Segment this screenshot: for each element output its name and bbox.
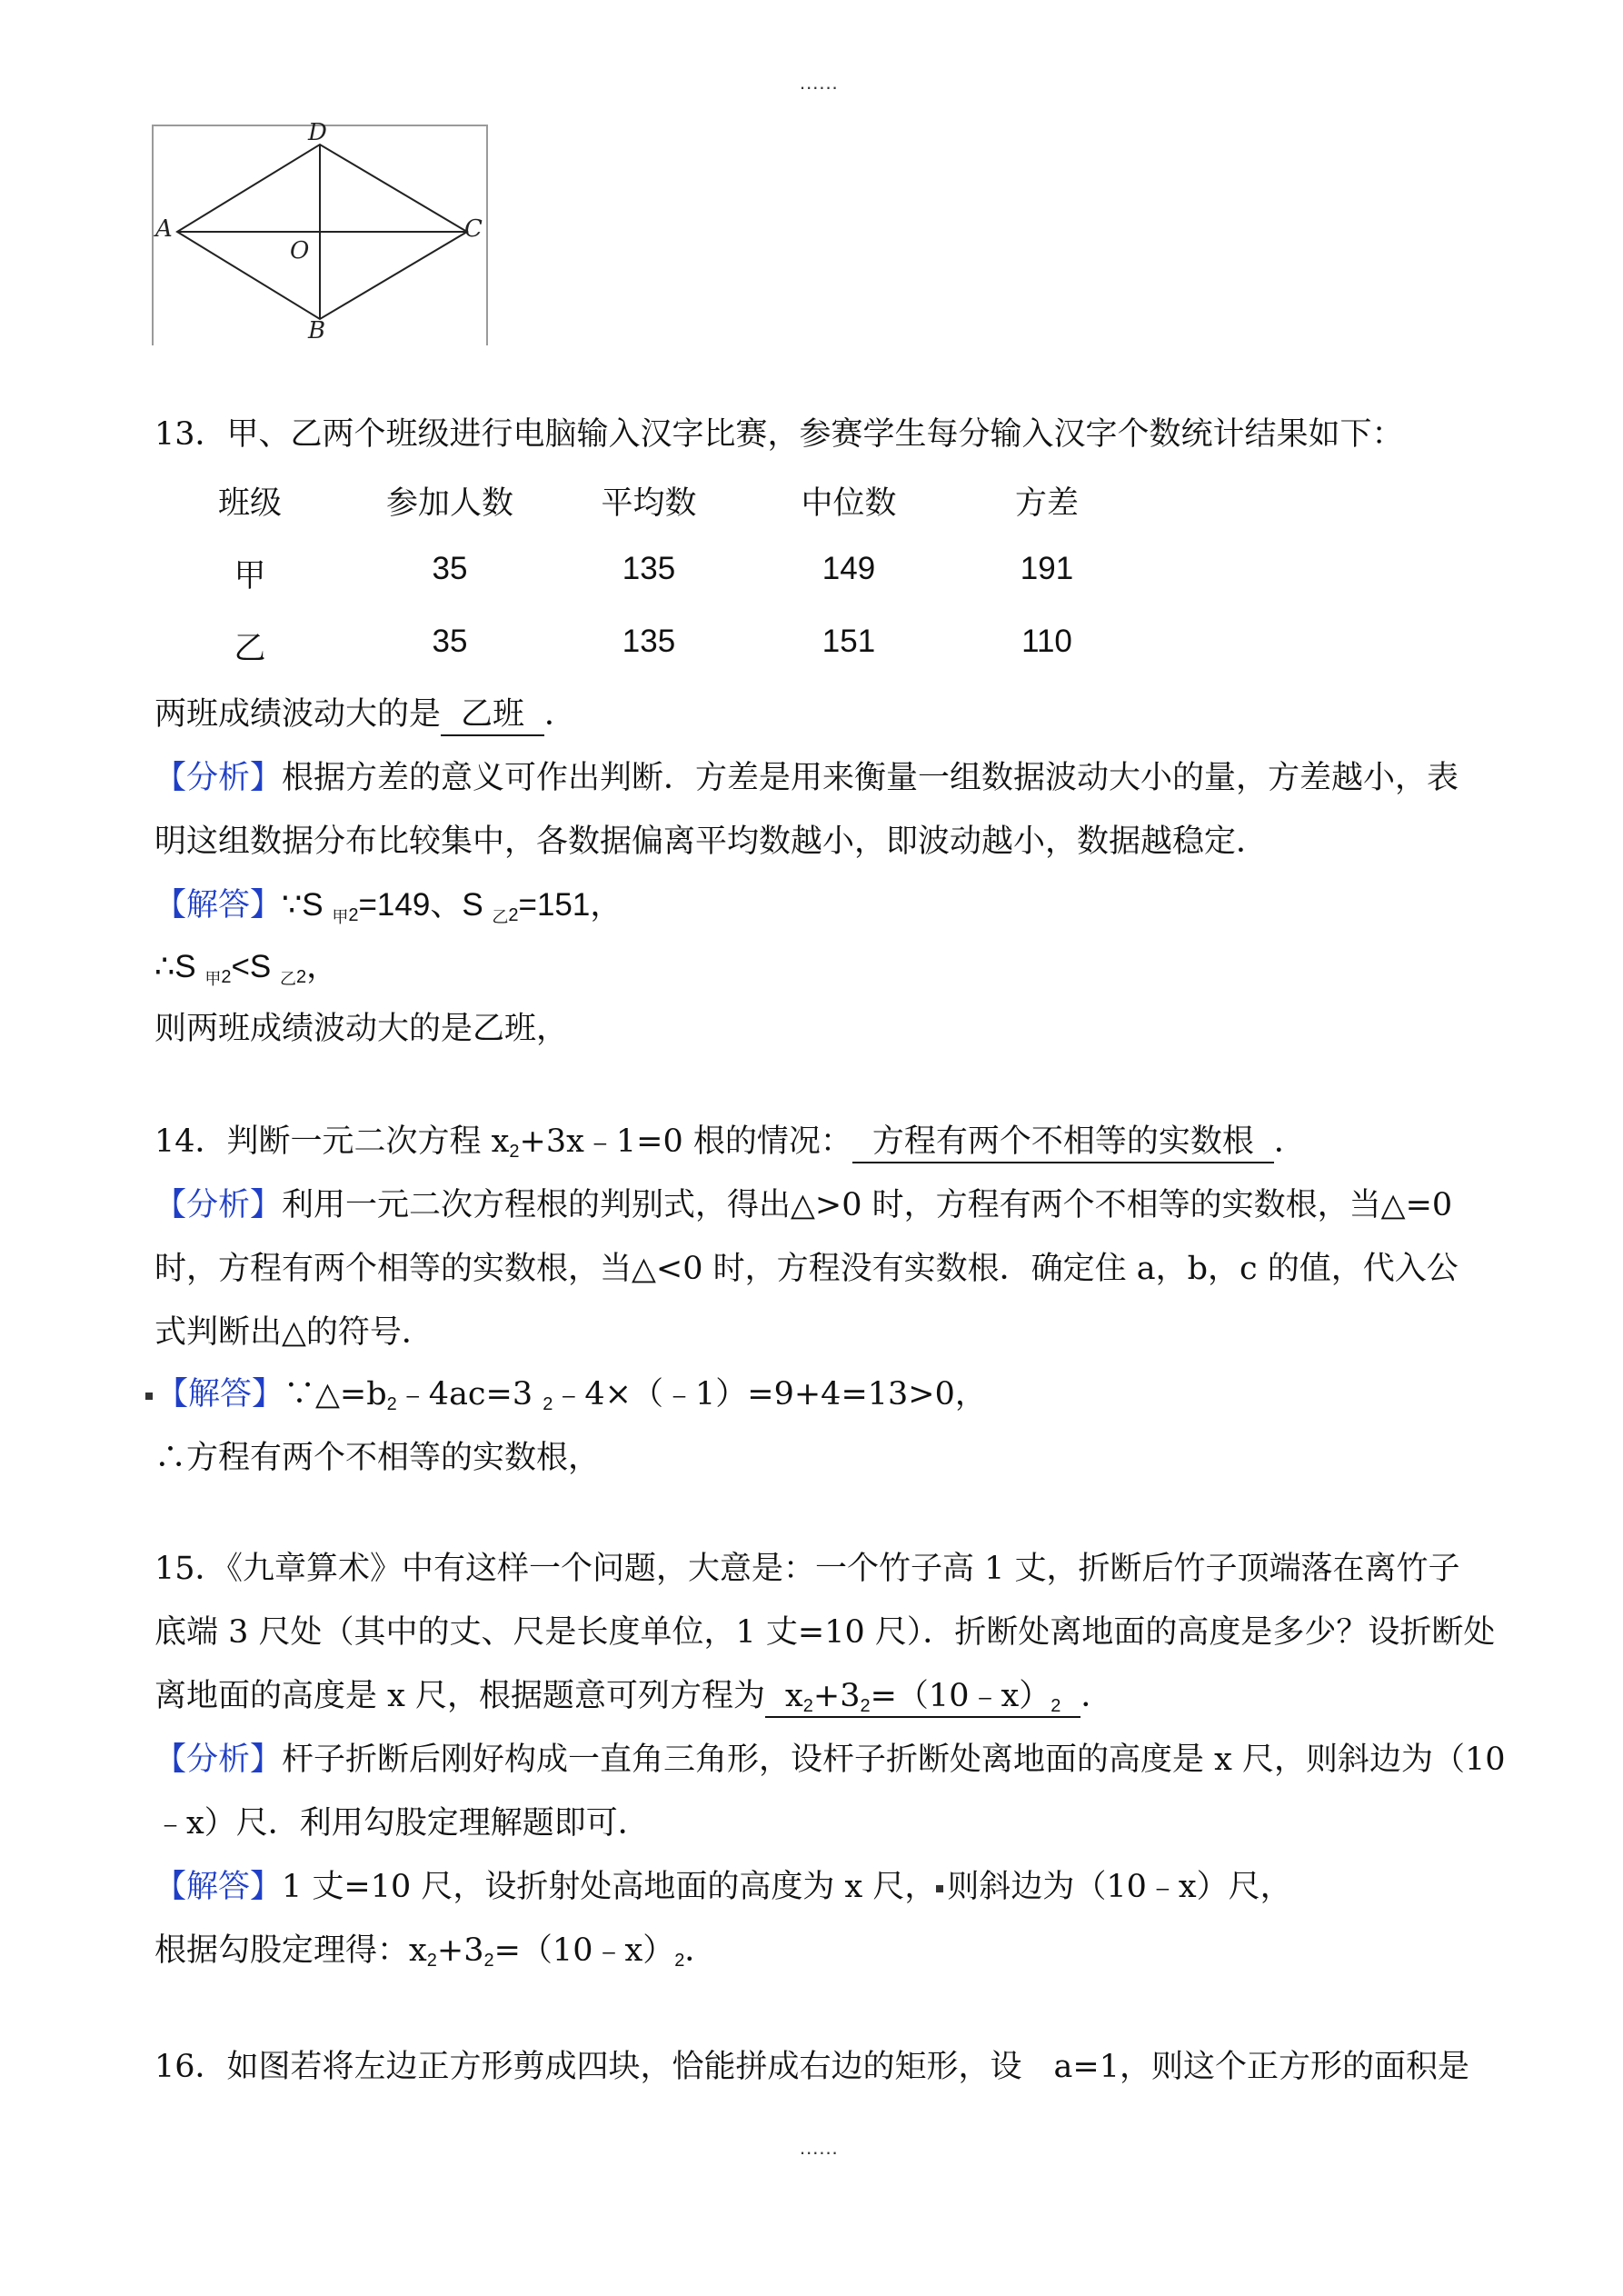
- answer-blank: 方程有两个不相等的实数根: [852, 1123, 1274, 1163]
- solution-tag: 【解答】: [154, 1869, 283, 1905]
- answer-suffix: ．: [1080, 1678, 1113, 1714]
- answer-text: x: [785, 1678, 803, 1714]
- table-header: 方差: [1014, 485, 1079, 522]
- q15-stem-line-3: [154, 1674, 1112, 1728]
- stem-text: 离地面的高度是 x 尺，根据题意可列方程为: [154, 1678, 765, 1714]
- exponent: 2: [295, 967, 307, 987]
- table-header: 班级: [217, 485, 282, 522]
- analysis-text: 杆子折断后刚好构成一直角三角形，设杆子折断处离地面的高度是 x 尺，则斜边为（10: [282, 1742, 1506, 1778]
- exponent: 2: [348, 905, 359, 925]
- stem-text: 14．判断一元二次方程 x: [154, 1123, 510, 1160]
- page-footer-dots: ......: [800, 2136, 839, 2159]
- table-cell: 135: [622, 624, 676, 659]
- exponent: 2: [426, 1951, 437, 1971]
- q13-analysis-line-2: 明这组数据分布比较集中，各数据偏离平均数越小，即波动越小，数据越稳定．: [154, 824, 1269, 860]
- answer-suffix: ．: [1273, 1123, 1306, 1160]
- solution-text: +3: [436, 1932, 484, 1969]
- vertex-label-d: D: [308, 119, 327, 146]
- solution-text: ，: [306, 949, 339, 984]
- solution-tag: 【解答】: [154, 887, 283, 923]
- solution-text: =（10﹣x）: [493, 1932, 675, 1969]
- solution-text: <S: [231, 949, 280, 984]
- vertex-label-b: B: [308, 317, 326, 344]
- exponent: 2: [509, 1142, 520, 1162]
- answer-blank: [765, 1678, 1080, 1718]
- q14-analysis-line-2: 时，方程有两个相等的实数根，当△<0 时，方程没有实数根．确定住 a，b，c 的值，代入公: [154, 1251, 1459, 1287]
- q13-solution-line-3: 则两班成绩波动大的是乙班，: [154, 1011, 569, 1047]
- solution-tag: 【解答】: [156, 1376, 284, 1413]
- exponent: 2: [508, 905, 519, 925]
- bullet-marker: [936, 1885, 943, 1892]
- q16-stem: 16．如图若将左边正方形剪成四块，恰能拼成右边的矩形，设 a=1，则这个正方形的面积是: [154, 2049, 1470, 2085]
- analysis-tag: 【分析】: [154, 1187, 283, 1223]
- table-cell: 乙: [234, 631, 266, 667]
- vertex-label-c: C: [464, 215, 483, 243]
- answer-prefix: 两班成绩波动大的是: [154, 696, 442, 733]
- solution-text: ∵S: [282, 887, 333, 923]
- solution-text: ．: [684, 1932, 717, 1969]
- solution-text: =149、S: [358, 887, 493, 923]
- rhombus-figure: [152, 119, 488, 345]
- bullet-marker: [145, 1393, 153, 1400]
- exponent: 2: [543, 1394, 553, 1414]
- analysis-tag: 【分析】: [154, 760, 283, 796]
- q14-analysis-line-3: 式判断出△的符号．: [154, 1314, 433, 1351]
- table-cell: 35: [432, 624, 468, 659]
- subscript: 乙: [279, 970, 296, 989]
- rhombus-diagram: [154, 126, 490, 347]
- q13-solution-line-2: [154, 945, 338, 1002]
- q15-analysis-line-1: [154, 1738, 1506, 1782]
- subscript: 甲: [204, 970, 222, 989]
- table-header: 中位数: [801, 485, 897, 522]
- table-cell: 151: [821, 624, 876, 659]
- analysis-tag: 【分析】: [154, 1742, 283, 1778]
- vertex-label-o: O: [290, 237, 310, 265]
- q14-analysis-line-1: [154, 1183, 1452, 1227]
- table-header: 平均数: [601, 485, 697, 522]
- subscript: 甲: [332, 908, 349, 927]
- vertex-label-a: A: [155, 215, 173, 243]
- exponent: 2: [221, 967, 232, 987]
- answer-text: +3: [812, 1678, 861, 1714]
- q15-solution-line-2: [154, 1929, 716, 1982]
- q15-analysis-line-2: ﹣x）尺．利用勾股定理解题即可．: [154, 1805, 650, 1842]
- exponent: 2: [386, 1394, 397, 1414]
- table-cell: 110: [1021, 624, 1072, 659]
- table-cell: 149: [821, 551, 876, 586]
- exponent: 2: [483, 1951, 494, 1971]
- answer-text: =（10﹣x）: [870, 1678, 1051, 1714]
- exponent: 2: [1050, 1696, 1061, 1716]
- solution-text: 则斜边为（10﹣x）尺，: [947, 1869, 1292, 1905]
- q15-stem-line-2: 底端 3 尺处（其中的丈、尺是长度单位，1 丈=10 尺）．折断处离地面的高度是多少？设折断处: [154, 1614, 1496, 1651]
- solution-text: ﹣4ac=3: [396, 1376, 543, 1413]
- page-header-dots: ......: [800, 71, 839, 94]
- table-cell: 35: [432, 551, 468, 586]
- table-cell: 甲: [234, 558, 266, 594]
- q13-stem: 13．甲、乙两个班级进行电脑输入汉字比赛，参赛学生每分输入汉字个数统计结果如下：: [154, 416, 1404, 453]
- q13-analysis-line-1: [154, 756, 1459, 800]
- analysis-text: 根据方差的意义可作出判断．方差是用来衡量一组数据波动大小的量，方差越小，表: [282, 760, 1459, 796]
- solution-text: ∵△=b: [284, 1376, 387, 1413]
- q15-solution-line-1: [154, 1865, 1292, 1909]
- solution-text: ∴S: [154, 949, 205, 984]
- q15-stem-line-1: 15．《九章算术》中有这样一个问题，大意是：一个竹子高 1 丈，折断后竹子顶端落在离竹子: [154, 1551, 1460, 1587]
- exponent: 2: [802, 1696, 813, 1716]
- q14-solution-line-1: [145, 1373, 987, 1426]
- solution-text: 1 丈=10 尺，设折射处高地面的高度为 x 尺，: [282, 1869, 937, 1905]
- subscript: 乙: [492, 908, 509, 927]
- answer-suffix: ．: [544, 696, 577, 733]
- table-cell: 191: [1020, 551, 1074, 586]
- solution-text: =151，: [518, 887, 622, 923]
- q13-solution-line-1: [154, 883, 622, 940]
- stem-text: +3x﹣1=0 根的情况：: [519, 1123, 852, 1160]
- solution-text: ﹣4×（﹣1）=9+4=13>0，: [553, 1376, 987, 1413]
- analysis-text: 利用一元二次方程根的判别式，得出△>0 时，方程有两个不相等的实数根，当△=0: [282, 1187, 1453, 1223]
- answer-blank: 乙班: [441, 696, 544, 736]
- table-cell: 135: [622, 551, 676, 586]
- exponent: 2: [674, 1951, 685, 1971]
- table-header: 参加人数: [385, 485, 513, 522]
- q14-stem: [154, 1120, 1306, 1173]
- q14-solution-line-2: ∴方程有两个不相等的实数根，: [154, 1440, 601, 1476]
- q13-answer-line: [154, 693, 576, 736]
- solution-text: 根据勾股定理得：x: [154, 1932, 427, 1969]
- exponent: 2: [860, 1696, 871, 1716]
